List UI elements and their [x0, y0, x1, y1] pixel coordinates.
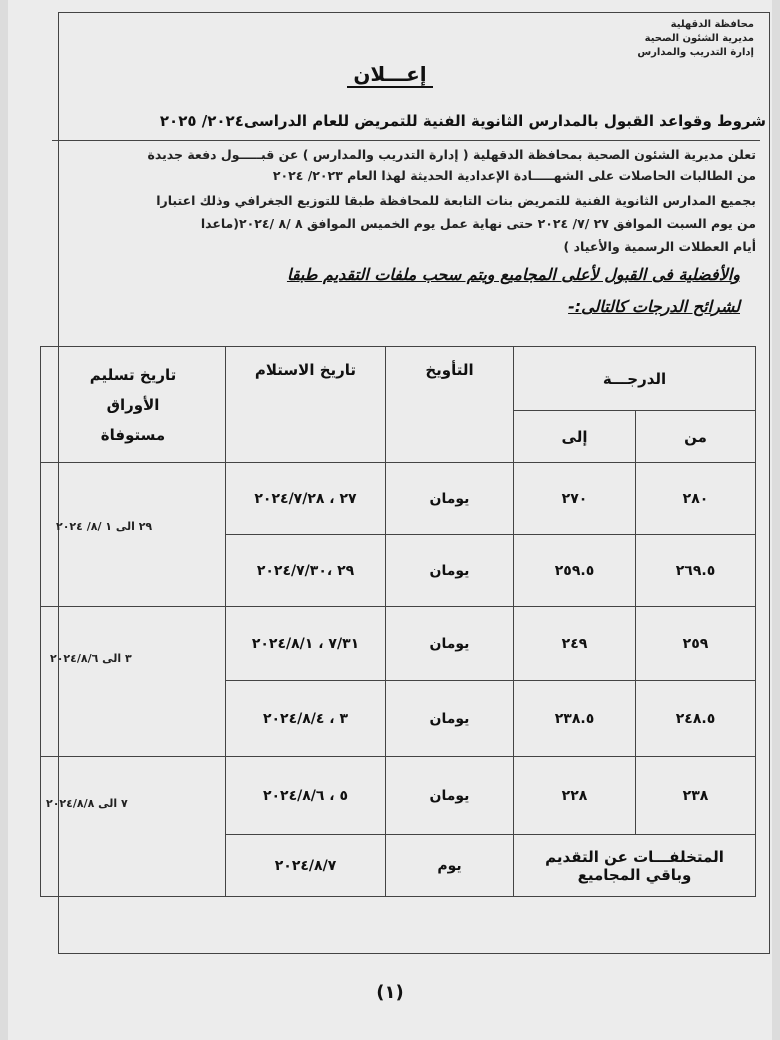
letterhead-department: إدارة التدريب والمدارس [637, 47, 754, 58]
emphasis-line-1: والأفضلية فى القبول لأعلى المجاميع ويتم سحب ملفات التقديم طبقا [286, 265, 740, 284]
delivery-date-1: ٢٩ الى ١ /٨/ ٢٠٢٤ [56, 520, 153, 533]
delivery-date-2: ٣ الى ٢٠٢٤/٨/٦ [50, 652, 132, 665]
row-5-from: ٢٣٨ [636, 757, 756, 835]
delivery-header-line-1: تاريخ تسليم [89, 365, 177, 384]
letterhead-governorate: محافظة الدقهلية [670, 19, 754, 30]
row-4-shift: يومان [386, 681, 514, 757]
row-1-shift: يومان [386, 463, 514, 535]
letterhead-directorate: مديرية الشئون الصحية [644, 33, 754, 44]
row-3-from: ٢٥٩ [636, 607, 756, 681]
emphasis-line-2: لشرائح الدرجات كالتالى:- [568, 297, 740, 316]
row-4-receipt: ٣ ، ٢٠٢٤/٨/٤ [226, 681, 386, 757]
row-2-receipt: ٢٩ ،٢٠٢٤/٧/٣٠ [226, 535, 386, 607]
last-row-grade [514, 835, 756, 897]
row-3-receipt: ٧/٣١ ، ٢٠٢٤/٨/١ [226, 607, 386, 681]
delivery-header-line-2: الأوراق [106, 395, 160, 414]
delivery-header-line-3: مستوفاة [100, 425, 166, 444]
table-row [41, 757, 756, 835]
table-row [41, 607, 756, 681]
last-row-shift: يوم [386, 835, 514, 897]
delivery-date-header [41, 347, 226, 463]
paragraph-line-4: من يوم السبت الموافق ٢٧ /٧/ ٢٠٢٤ حتى نهاية عمل يوم الخميس الموافق ٨ /٨ /٢٠٢٤(ماعدا [200, 216, 756, 231]
grade-from-header: من [636, 411, 756, 463]
paragraph-line-5: أيام العطلات الرسمية والأعياد ) [563, 239, 756, 254]
document-subtitle: شروط وقواعد القبول بالمدارس الثانوية الفنية للتمريض للعام الدراسى٢٠٢٤/ ٢٠٢٥ [159, 112, 766, 130]
paragraph-line-1: تعلن مديرية الشئون الصحية بمحافظة الدقهلية ( إدارة التدريب والمدارس ) عن قبـــــول دفعة جديدة [147, 147, 756, 162]
last-row-grade-line-1: المتخلفـــات عن التقديم [545, 847, 724, 866]
row-2-to: ٢٥٩.٥ [514, 535, 636, 607]
grade-header: الدرجـــة [514, 347, 756, 411]
row-1-to: ٢٧٠ [514, 463, 636, 535]
announcement-title-wrap [0, 62, 780, 86]
row-3-shift: يومان [386, 607, 514, 681]
row-2-shift: يومان [386, 535, 514, 607]
row-4-to: ٢٣٨.٥ [514, 681, 636, 757]
admission-table [40, 346, 756, 897]
delivery-group-1 [41, 463, 226, 607]
delivery-group-3 [41, 757, 226, 897]
row-4-from: ٢٤٨.٥ [636, 681, 756, 757]
row-3-to: ٢٤٩ [514, 607, 636, 681]
announcement-title: إعـــلان [347, 62, 432, 88]
row-5-to: ٢٢٨ [514, 757, 636, 835]
row-5-receipt: ٥ ، ٢٠٢٤/٨/٦ [226, 757, 386, 835]
paragraph-line-2: من الطالبات الحاصلات على الشهـــــادة الإعدادية الحديثة لهذا العام ٢٠٢٣/ ٢٠٢٤ [272, 168, 756, 183]
shift-header: التأويخ [386, 347, 514, 463]
subtitle-divider [52, 140, 760, 141]
paragraph-line-3: بجميع المدارس الثانوية الفنية للتمريض بنات التابعة للمحافظة طبقا للتوزيع الجغرافي وذلك اعتبارا [156, 193, 756, 208]
grade-to-header: إلى [514, 411, 636, 463]
delivery-date-3: ٧ الى ٢٠٢٤/٨/٨ [46, 797, 128, 810]
row-1-from: ٢٨٠ [636, 463, 756, 535]
letterhead [637, 18, 754, 60]
row-1-receipt: ٢٧ ، ٢٠٢٤/٧/٢٨ [226, 463, 386, 535]
page-number: (١) [376, 982, 404, 1003]
last-row-grade-line-2: وباقي المجاميع [577, 865, 692, 884]
row-2-from: ٢٦٩.٥ [636, 535, 756, 607]
delivery-group-2 [41, 607, 226, 757]
last-row-receipt: ٢٠٢٤/٨/٧ [226, 835, 386, 897]
row-5-shift: يومان [386, 757, 514, 835]
receipt-date-header: تاريخ الاستلام [226, 347, 386, 463]
